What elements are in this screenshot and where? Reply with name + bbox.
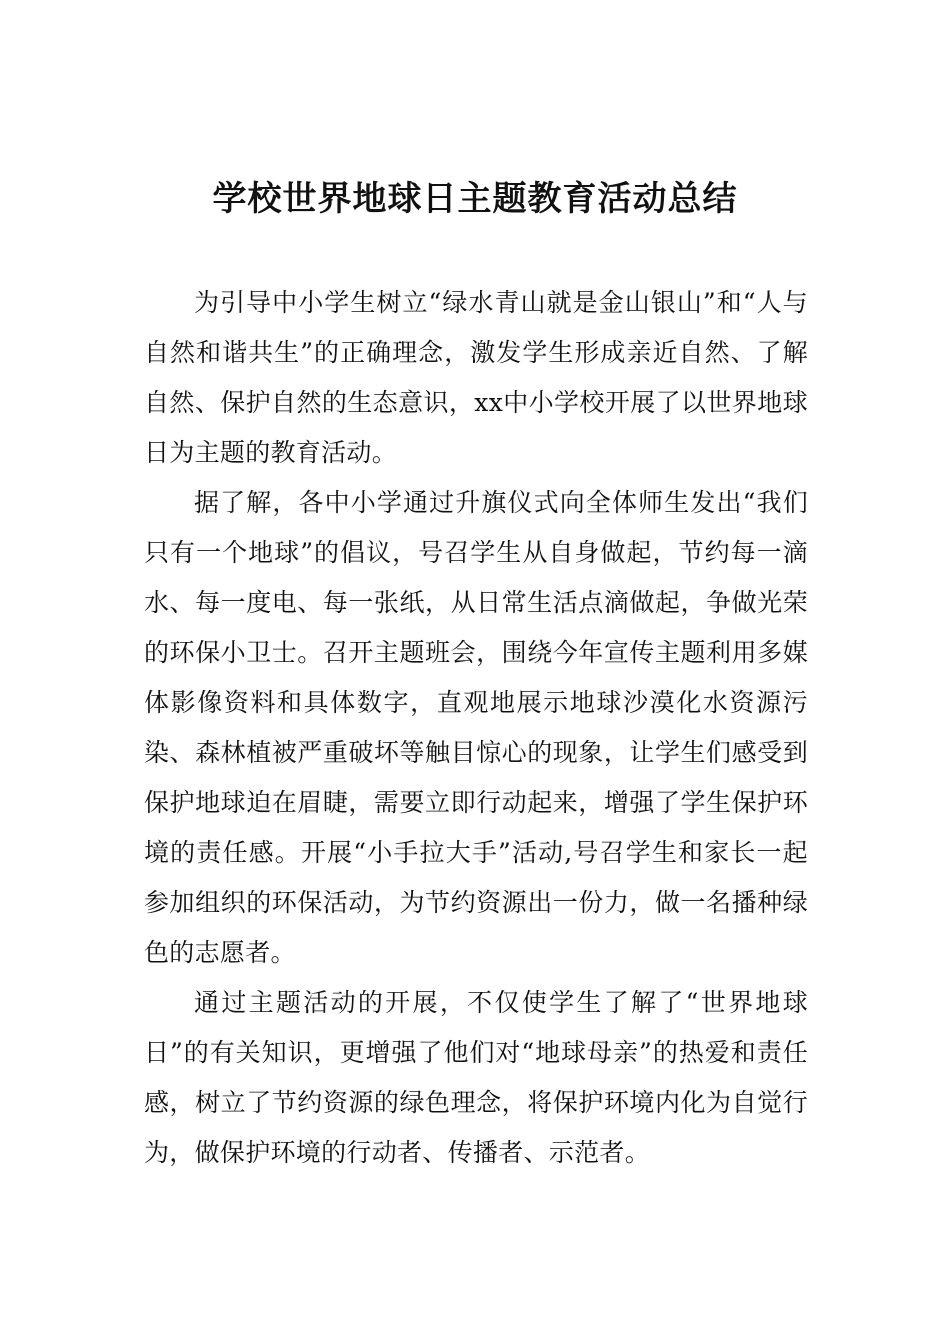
paragraph-activities: 据了解，各中小学通过升旗仪式向全体师生发出“我们只有一个地球”的倡议，号召学生从自身做起，节约每一滴水、每一度电、每一张纸，从日常生活点滴做起，争做光荣的环保小卫士。召开主题班会，围绕今年宣传主题利用多媒体影像资料和具体数字，直观地展示地球沙漠化水资源污染、森林植被严重破坏等触目惊心的现象，让学生们感受到保护地球迫在眉睫，需要立即行动起来，增强了学生保护环境的责任感。开展“小手拉大手”活动,号召学生和家长一起参加组织的环保活动，为节约资源出一份力，做一名播种绿色的志愿者。 [144,488,808,967]
paragraph-conclusion: 通过主题活动的开展，不仅使学生了解了“世界地球日”的有关知识，更增强了他们对“地球母亲”的热爱和责任感，树立了节约资源的绿色理念，将保护环境内化为自觉行为，做保护环境的行动者、传播者、示范者。 [144,988,808,1167]
paragraph-intro: 为引导中小学生树立“绿水青山就是金山银山”和“人与自然和谐共生”的正确理念，激发学生形成亲近自然、了解自然、保护自然的生态意识，xx中小学校开展了以世界地球日为主题的教育活动。 [144,288,808,467]
document-body [144,278,808,1178]
document-title: 学校世界地球日主题教育活动总结 [212,179,738,219]
